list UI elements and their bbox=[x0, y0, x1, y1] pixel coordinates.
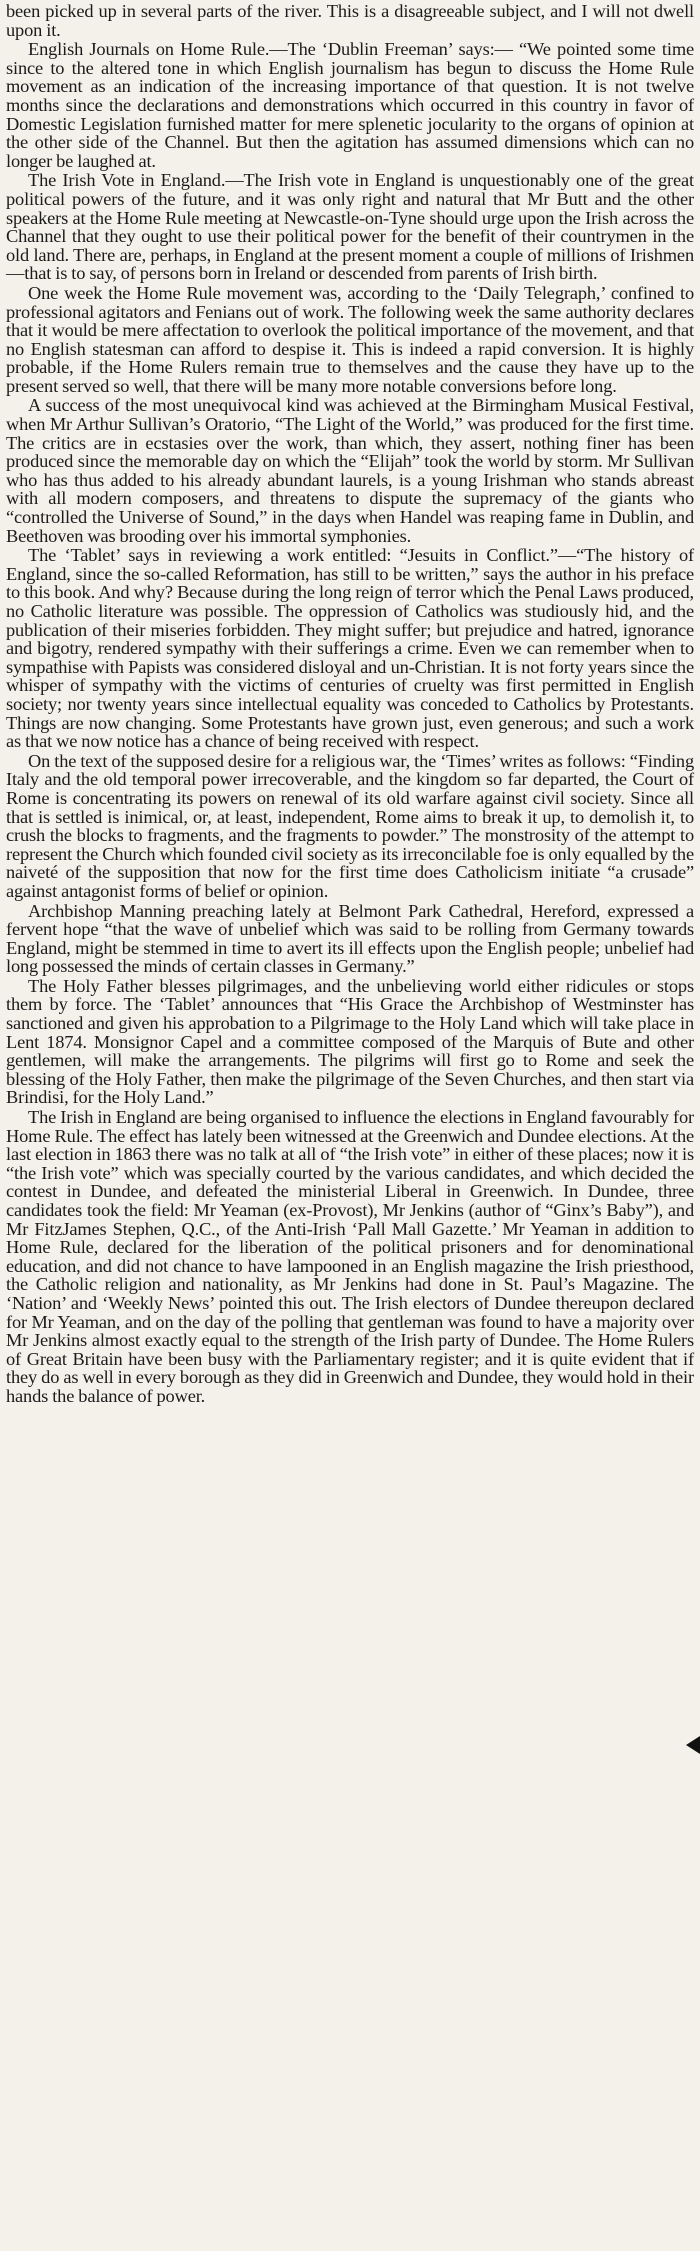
paragraph bbox=[6, 752, 694, 901]
article-10 bbox=[6, 1108, 694, 1406]
article-9 bbox=[6, 977, 694, 1107]
paragraph-text: The Irish in England are being organised to influence the elections in England favourably for Home Rule. The effect has lately been witnessed at the Greenwich and Dundee elections. At the last election in 1863 there was no talk at all of “the Irish vote” in either of these places; now it is “the Irish vote” which was specially courted by the various candidates, and which decided the contest in Dundee, and defeated the ministerial Liberal in Greenwich. In Dundee, three candidates took the field: Mr Yeaman (ex-Provost), Mr Jenkins (author of “Ginx’s Baby”), and Mr FitzJames Stephen, Q.C., of the Anti-Irish ‘Pall Mall Gazette.’ Mr Yeaman in addition to Home Rule, declared for the liberation of the political prisoners and for denominational education, and did not chance to have lampooned in an English magazine the Irish priesthood, the Catholic religion and nationality, as Mr Jenkins had done in St. Paul’s Magazine. The ‘Nation’ and ‘Weekly News’ pointed this out. The Irish electors of Dundee thereupon declared for Mr Yeaman, and on the day of the polling that gentleman was found to have a majority over Mr Jenkins almost exactly equal to the strength of the Irish party of Dundee. The Home Rulers of Great Britain have been busy with the Parliamentary register; and it is quite evident that if they do as well in every borough as they did in Greenwich and Dundee, they would hold in their hands the balance of power. bbox=[6, 1107, 694, 1406]
paragraph bbox=[6, 171, 694, 283]
paragraph bbox=[6, 2, 694, 39]
article-1 bbox=[6, 2, 694, 39]
paragraph-text: been picked up in several parts of the river. This is a disagreeable subject, and I will not dwell upon it. bbox=[6, 1, 694, 40]
paragraph bbox=[6, 977, 694, 1107]
article-6 bbox=[6, 546, 694, 751]
paragraph bbox=[6, 902, 694, 976]
article-4 bbox=[6, 284, 694, 396]
paragraph-text: A success of the most unequivocal kind was achieved at the Birmingham Musical Festival, when Mr Arthur Sullivan’s Oratorio, “The Light of the World,” was produced for the first time. The critics are in ecstasies over the work, than which, they assert, nothing finer has been produced since the memorable day on which the “Elijah” took the world by storm. Mr Sullivan who has thus added to his already abundant laurels, is a young Irishman who stands abreast with all modern composers, and threatens to dispute the supremacy of the giants who “controlled the Universe of Sound,” in the days when Handel was reaping fame in Dublin, and Beethoven was brooding over his immortal symphonies. bbox=[6, 395, 694, 546]
margin-pointer-mark bbox=[686, 1736, 700, 1754]
paragraph-text: —The Irish vote in England is unquestionably one of the great political powers of the future, and it was only right and natural that Mr Butt and the other speakers at the Home Rule meeting at Newcastle-on-Tyne should urge upon the Irish across the Channel that they ought to use their political power for the benefit of their countrymen in the old land. There are, perhaps, in England at the present moment a couple of millions of Irishmen—that is to say, of persons born in Ireland or descended from parents of Irish birth. bbox=[6, 170, 694, 284]
paragraph-text: The ‘Tablet’ says in reviewing a work entitled: “Jesuits in Conflict.”—“The history of England, since the so-called Reformation, has still to be written,” says the author in his preface to this book. And why? Because during the long reign of terror which the Penal Laws produced, no Catholic literature was possible. The oppression of Catholics was studiously hid, and the publication of their miseries forbidden. They might suffer; but prejudice and hatred, ignorance and bigotry, rendered sympathy with their sufferings a crime. Even we can remember when to sympathise with Papists was considered disloyal and un-Christian. It is not forty years since the whisper of sympathy with the victims of centuries of cruelty was first permitted in English society; nor twenty years since intellectual equality was conceded to Catholics by Protestants. Things are now changing. Some Protestants have grown just, even generous; and such a work as that we now notice has a chance of being received with respect. bbox=[6, 545, 694, 752]
article-8 bbox=[6, 902, 694, 976]
article-7 bbox=[6, 752, 694, 901]
paragraph-headline: The Irish Vote in England. bbox=[28, 170, 226, 191]
article-2 bbox=[6, 40, 694, 170]
article-3 bbox=[6, 171, 694, 283]
article-5 bbox=[6, 396, 694, 545]
paragraph-text: One week the Home Rule movement was, according to the ‘Daily Telegraph,’ confined to professional agitators and Fenians out of work. The following week the same authority declares that it would be mere affectation to overlook the political importance of the movement, and that no English statesman can afford to despise it. This is indeed a rapid conversion. It is highly probable, if the Home Rulers remain true to themselves and the cause they have up to the present served so well, that there will be many more notable conversions before long. bbox=[6, 282, 694, 396]
paragraph bbox=[6, 40, 694, 170]
paragraph bbox=[6, 396, 694, 545]
paragraph bbox=[6, 1108, 694, 1406]
paragraph-text: —The ‘Dublin Freeman’ says:— “We pointed some time since to the altered tone in which English journalism has begun to discuss the Home Rule movement as an indication of the increasing importance of that question. It is not twelve months since the declarations and demonstrations which occurred in this country in favor of Domestic Legislation furnished matter for mere splenetic jocularity to the organs of opinion at the other side of the Channel. But then the agitation has assumed dimensions which can no longer be laughed at. bbox=[6, 39, 694, 171]
paragraph bbox=[6, 284, 694, 396]
paragraph-text: The Holy Father blesses pilgrimages, and the unbelieving world either ridicules or stops them by force. The ‘Tablet’ announces that “His Grace the Archbishop of Westminster has sanctioned and given his approbation to a Pilgrimage to the Holy Land which will take place in Lent 1874. Monsignor Capel and a committee composed of the Marquis of Bute and other gentlemen, will make the arrangements. The pilgrims will first go to Rome and seek the blessing of the Holy Father, then make the pilgrimage of the Seven Churches, and then start via Brindisi, for the Holy Land.” bbox=[6, 975, 694, 1108]
paragraph-text: Archbishop Manning preaching lately at Belmont Park Cathedral, Hereford, expressed a fervent hope “that the wave of unbelief which was said to be rolling from Germany towards England, might be stemmed in time to avert its ill effects upon the English people; unbelief had long possessed the minds of certain classes in Germany.” bbox=[6, 900, 694, 977]
paragraph bbox=[6, 546, 694, 751]
paragraph-text: On the text of the supposed desire for a religious war, the ‘Times’ writes as follows: “Finding Italy and the old temporal power irrecoverable, and the kingdom so far departed, the Court of Rome is concentrating its powers on renewal of its old warfare against civil society. Since all that is settled is inimical, or, at least, independent, Rome aims to break it up, to demolish it, to crush the blocks to fragments, and the fragments to powder.” The monstrosity of the attempt to represent the Church which founded civil society as its irreconcilable foe is only equalled by the naiveté of the supposition that now for the first time does Catholicism initiate “a crusade” against antagonist forms of belief or opinion. bbox=[6, 750, 694, 901]
paragraph-headline: English Journals on Home Rule. bbox=[28, 39, 270, 60]
